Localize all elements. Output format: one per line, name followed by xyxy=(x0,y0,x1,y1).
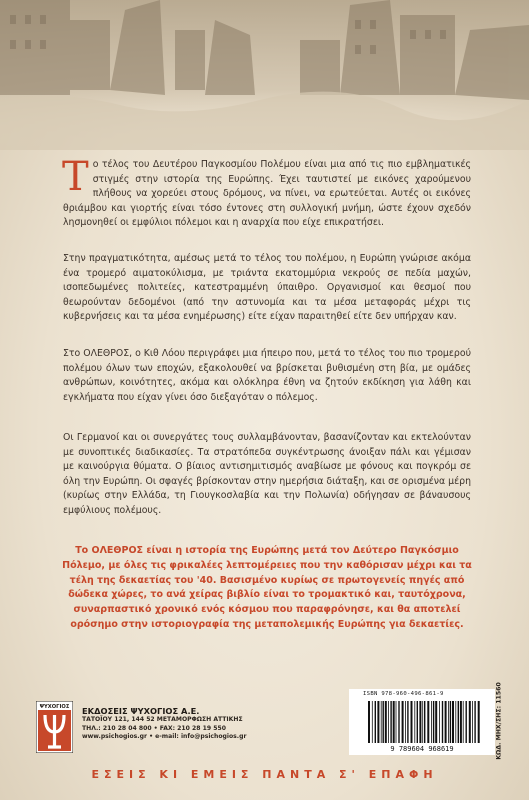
barcode-bar xyxy=(460,701,462,743)
barcode-bar xyxy=(383,701,384,743)
barcode-bar xyxy=(375,701,376,743)
barcode-bar xyxy=(372,701,373,743)
publisher-info xyxy=(82,706,302,742)
barcode-bar xyxy=(414,701,415,743)
barcode-bar xyxy=(458,701,459,743)
barcode-bar xyxy=(402,701,404,743)
barcode-bar xyxy=(445,701,447,743)
drop-cap: Τ xyxy=(62,154,89,200)
barcode-bar xyxy=(388,701,389,743)
barcode-bar xyxy=(427,701,429,743)
barcode-bar xyxy=(439,701,440,743)
barcode-number: 9 789604 968619 xyxy=(390,745,454,753)
blurb: Το ΟΛΕΘΡΟΣ είναι η ιστορία της Ευρώπης μετά τον Δεύτερο Παγκόσμιο Πόλεμο, με όλες τις φρικαλέες λεπτομέρειες που την καθόρισαν μέχρι και τα τέλη της δεκαετίας του '40. Βασισμένο κυρίως σε πρωτογενείς πηγές από δώδεκα χώρες, το ανά χείρας βιβλίο είναι το τρομακτικό και, ταυτόχρονα, συναρπαστικό χρονικό ενός κόσμου που παραφρόνησε, και θα αποτελεί ορόσημο στην ιστοριογραφία της μεταπολεμικής Ευρώπης για δεκαετίες. xyxy=(62,545,472,630)
barcode xyxy=(360,699,484,753)
barcode-bar xyxy=(377,701,379,743)
paragraph-2: Στην πραγματικότητα, αμέσως μετά το τέλος του πολέμου, η Ευρώπη γνώρισε ακόμα ένα τρομερό αιματοκύλισμα, με τριάντα εκατομμύρια νεκρούς σε πεδία μαχών, ισοπεδωμένες πολιτείες, κατεστραμμένη ύπαιθρο. Οργανισμοί και θεσμοί που θεωρούνταν δεδομένοι (από την αστυνομία και τα μέσα μεταφοράς μέχρι τις κυβερνήσεις και τα μέσα ενημέρωσης) είτε είχαν παραιτηθεί είτε δεν υπήρχαν καν. xyxy=(63,253,471,323)
publisher-name: ΕΚΔΟΣΕΙΣ ΨΥΧΟΓΙΟΣ Α.Ε. xyxy=(82,706,200,716)
barcode-bar xyxy=(398,701,399,743)
publisher-web-email: www.psichogios.gr • e-mail: info@psichogios.gr xyxy=(82,733,247,741)
paragraph-1 xyxy=(62,154,471,231)
barcode-bar xyxy=(396,701,397,743)
barcode-bar xyxy=(411,701,413,743)
paragraph-1-text: ο τέλος του Δευτέρου Παγκοσμίου Πολέμου είναι μια από τις πιο εμβληματικές στιγμές στην ιστορία της Ευρώπης. Έχει ταυτιστεί με εικόνες χαρούμενου πλήθους να χορεύει στους δρόμους, να πίνει, να ερωτεύεται. Αυτές οι εικόνες θριάμβου και γιορτής είναι τόσο έντονες στη συλλογική μνήμη, ώστε έχουν σχεδόν λησμονηθεί οι εμφύλιοι πόλεμοι και η αναρχία που είχε επικρατήσει. xyxy=(63,159,471,229)
paragraph-3: Στο ΟΛΕΘΡΟΣ, ο Κιθ Λόου περιγράφει μια ήπειρο που, μετά το τέλος του πιο τρομερού πολέμου όλων των εποχών, εξακολουθεί να βρίσκεται βυθισμένη στη βία, με ομάδες ανθρώπων, κοινότητες, ακόμα και ολόκληρα έθνη να ζητούν εκδίκηση για λάθη και εγκλήματα που είχαν γίνει όσο διεξαγόταν ο πόλεμος. xyxy=(63,348,471,403)
slogan: ΕΣΕΙΣ ΚΙ ΕΜΕΙΣ ΠΑΝΤΑ Σ' ΕΠΑΦΗ xyxy=(91,768,438,781)
product-code xyxy=(493,682,505,760)
barcode-bar xyxy=(452,701,454,743)
barcode-bar xyxy=(405,701,406,743)
barcode-bar xyxy=(455,701,456,743)
barcode-bar xyxy=(448,701,449,743)
publisher-logo xyxy=(36,701,73,753)
barcode-bar xyxy=(463,701,464,743)
barcode-bar xyxy=(424,701,425,743)
barcode-bar xyxy=(381,701,382,743)
publisher-logo-text: ΨΥΧΟΓΙΟΣ xyxy=(39,704,70,711)
barcode-bar xyxy=(419,701,421,743)
barcode-bar xyxy=(435,701,437,743)
barcode-bar xyxy=(469,701,471,743)
barcode-bar xyxy=(390,701,391,743)
publisher-address: ΤΑΤΟΪΟΥ 121, 144 52 ΜΕΤΑΜΟΡΦΩΣΗ ΑΤΤΙΚΗΣ xyxy=(82,716,243,723)
product-code-text: ΚΩΔ. ΜΗΧ/ΣΗΣ: 11560 xyxy=(495,682,503,760)
isbn: ISBN 978-960-496-861-9 xyxy=(363,691,444,697)
barcode-bar xyxy=(450,701,451,743)
ruined-city-photo xyxy=(0,0,529,150)
barcode-bar xyxy=(433,701,434,743)
barcode-bar xyxy=(431,701,432,743)
barcode-bar xyxy=(407,701,408,743)
barcode-bar xyxy=(472,701,473,743)
barcode-bar xyxy=(393,701,395,743)
barcode-bar xyxy=(474,701,475,743)
paragraph-4: Οι Γερμανοί και οι συνεργάτες τους συλλαμβάνονταν, βασανίζονταν και εκτελούνταν με συνοπτικές διαδικασίες. Τα στρατόπεδα συγκέντρωσης άνοιξαν πάλι και γέμισαν με καινούργια θύματα. Ο βίαιος αντισημιτισμός αναβίωσε με φόνους και πογκρόμ σε όλη την Ευρώπη. Οι σφαγές βρίσκονταν στην ημερήσια διάταξη, και σε ορισμένα μέρη (κυρίως στην Ελλάδα, τη Γιουγκοσλαβία και την Πολωνία) οδήγησαν σε βάναυσους εμφύλιους πολέμους. xyxy=(63,432,471,516)
publisher-phone-fax: ΤΗΛ.: 210 28 04 800 • FAX: 210 28 19 550 xyxy=(82,724,226,732)
barcode-bar xyxy=(417,701,418,743)
barcode-bar xyxy=(422,701,423,743)
barcode-bar xyxy=(466,701,467,743)
barcode-bar xyxy=(478,701,480,743)
barcode-bar xyxy=(442,701,443,743)
barcode-bar xyxy=(368,701,370,743)
barcode-bar xyxy=(385,701,387,743)
